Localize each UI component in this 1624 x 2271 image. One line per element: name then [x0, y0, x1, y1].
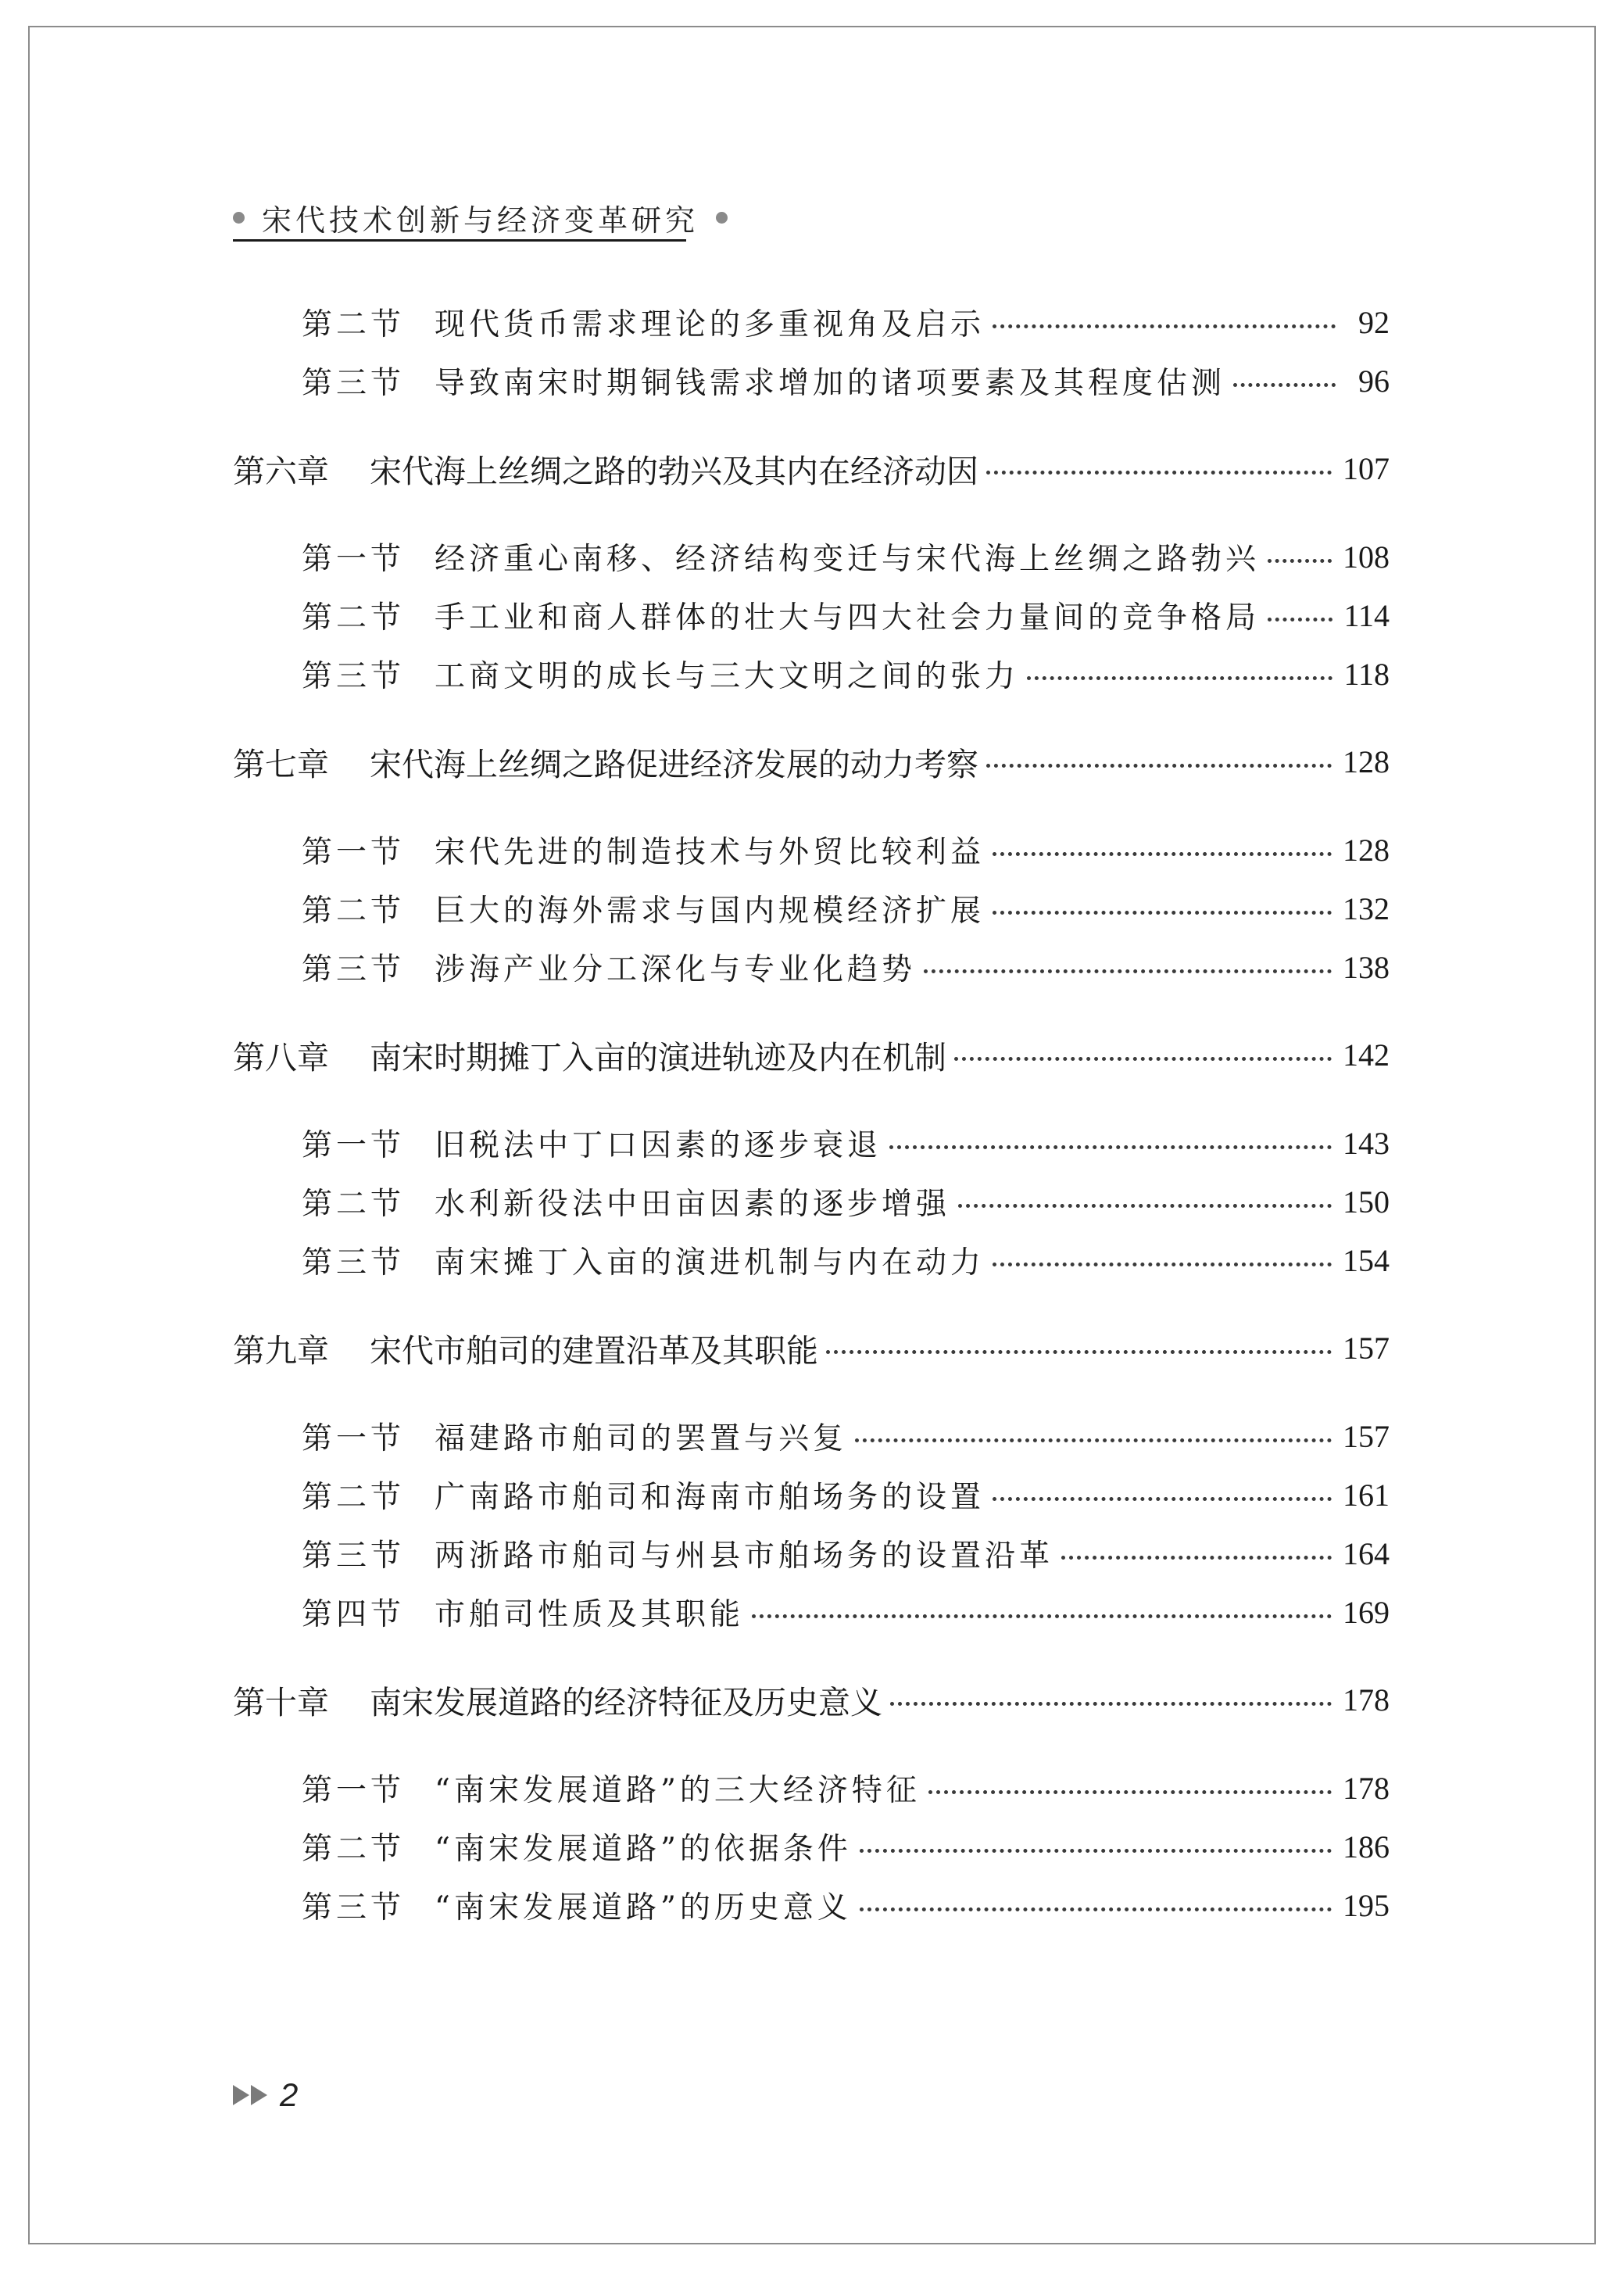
- bullet-dot-icon: [716, 212, 728, 224]
- chapter-number: 第八章: [233, 1038, 329, 1076]
- section-number: 第三节: [302, 1538, 406, 1574]
- section-number: 第一节: [302, 1773, 406, 1808]
- page-number: 143: [1343, 1125, 1390, 1161]
- section-number: 第一节: [302, 1421, 406, 1456]
- toc-section-entry[interactable]: [233, 942, 1390, 992]
- section-number: 第三节: [302, 952, 406, 987]
- chapter-title: 南宋时期摊丁入亩的演进轨迹及内在机制: [370, 1038, 946, 1076]
- dot-leader: [924, 969, 1332, 973]
- toc-section-entry[interactable]: [233, 649, 1390, 699]
- dot-leader: [1027, 676, 1332, 680]
- toc-section-entry[interactable]: [233, 532, 1390, 582]
- section-number: 第二节: [302, 894, 406, 929]
- section-title: 两浙路市舶司与州县市舶场务的设置沿革: [435, 1538, 1054, 1574]
- toc-chapter-entry[interactable]: [233, 443, 1390, 493]
- section-title: 导致南宋时期铜钱需求增加的诸项要素及其程度估测: [435, 366, 1226, 401]
- page-number: 92: [1358, 304, 1390, 340]
- page-number: 161: [1343, 1477, 1390, 1513]
- section-number: 第三节: [302, 1245, 406, 1281]
- dot-leader: [889, 1145, 1332, 1149]
- dot-leader: [826, 1350, 1332, 1354]
- toc-section-entry[interactable]: [233, 1470, 1390, 1520]
- section-title: “南宋发展道路”的依据条件: [435, 1832, 852, 1867]
- toc-section-entry[interactable]: [233, 883, 1390, 933]
- toc-section-entry[interactable]: [233, 825, 1390, 875]
- section-title: 手工业和商人群体的壮大与四大社会力量间的竞争格局: [435, 600, 1261, 636]
- section-number: 第一节: [302, 542, 406, 577]
- dot-leader: [860, 1907, 1332, 1911]
- section-title: 巨大的海外需求与国内规模经济扩展: [435, 894, 985, 929]
- toc-section-entry[interactable]: [233, 1587, 1390, 1637]
- chapter-number: 第七章: [233, 745, 329, 783]
- bullet-dot-icon: [233, 212, 245, 224]
- dot-leader: [860, 1849, 1332, 1853]
- toc-section-entry[interactable]: [233, 1880, 1390, 1930]
- dot-leader: [1268, 559, 1332, 563]
- page-number: 186: [1343, 1829, 1390, 1864]
- dot-leader: [986, 764, 1332, 768]
- section-number: 第二节: [302, 1832, 406, 1867]
- page-number: 114: [1343, 597, 1390, 633]
- page-number: 128: [1343, 832, 1390, 868]
- section-title: “南宋发展道路”的历史意义: [435, 1890, 852, 1925]
- toc-chapter-entry[interactable]: [233, 1323, 1390, 1373]
- chapter-number: 第十章: [233, 1683, 329, 1721]
- chapter-title: 宋代海上丝绸之路促进经济发展的动力考察: [370, 745, 978, 783]
- page-number: 178: [1343, 1682, 1390, 1718]
- section-number: 第二节: [302, 600, 406, 636]
- page-number: 96: [1358, 363, 1390, 399]
- toc-section-entry[interactable]: [233, 1118, 1390, 1168]
- dot-leader: [993, 324, 1336, 328]
- chapter-title: 宋代海上丝绸之路的勃兴及其内在经济动因: [370, 452, 978, 490]
- page-number: 154: [1343, 1242, 1390, 1278]
- footer-page-number: 2: [280, 2076, 299, 2113]
- section-number: 第二节: [302, 1480, 406, 1515]
- toc-section-entry[interactable]: [233, 1235, 1390, 1285]
- header-rule: [233, 239, 686, 242]
- toc-chapter-entry[interactable]: [233, 736, 1390, 786]
- toc-section-entry[interactable]: [233, 1528, 1390, 1578]
- toc-section-entry[interactable]: [233, 1411, 1390, 1461]
- section-number: 第三节: [302, 1890, 406, 1925]
- dot-leader: [855, 1438, 1332, 1442]
- section-title: 宋代先进的制造技术与外贸比较利益: [435, 835, 985, 870]
- section-title: 工商文明的成长与三大文明之间的张力: [435, 659, 1020, 694]
- dot-leader: [1268, 618, 1332, 621]
- toc-chapter-entry[interactable]: [233, 1675, 1390, 1725]
- dot-leader: [928, 1790, 1332, 1794]
- dot-leader: [993, 852, 1332, 856]
- page-number: 142: [1343, 1037, 1390, 1073]
- page-number: 118: [1343, 656, 1390, 692]
- dot-leader: [958, 1204, 1332, 1208]
- toc-section-entry[interactable]: [233, 1763, 1390, 1813]
- section-number: 第三节: [302, 366, 406, 401]
- dot-leader: [752, 1614, 1332, 1618]
- toc-chapter-entry[interactable]: [233, 1030, 1390, 1080]
- section-title: 南宋摊丁入亩的演进机制与内在动力: [435, 1245, 985, 1281]
- dot-leader: [1233, 383, 1336, 387]
- chapter-title: 宋代市舶司的建置沿革及其职能: [370, 1331, 818, 1370]
- section-number: 第四节: [302, 1597, 406, 1632]
- section-title: 市舶司性质及其职能: [435, 1597, 745, 1632]
- dot-leader: [954, 1057, 1332, 1061]
- page-number: 164: [1343, 1535, 1390, 1571]
- section-title: 旧税法中丁口因素的逐步衰退: [435, 1128, 882, 1163]
- section-title: 福建路市舶司的罢置与兴复: [435, 1421, 848, 1456]
- page-number: 128: [1343, 743, 1390, 779]
- page-number: 108: [1343, 539, 1390, 575]
- dot-leader: [993, 911, 1332, 915]
- section-number: 第二节: [302, 1187, 406, 1222]
- dot-leader: [986, 471, 1332, 475]
- chapter-title: 南宋发展道路的经济特征及历史意义: [370, 1683, 882, 1721]
- dot-leader: [993, 1263, 1332, 1266]
- section-number: 第三节: [302, 659, 406, 694]
- toc-section-entry[interactable]: [233, 590, 1390, 640]
- toc-section-entry[interactable]: [233, 297, 1390, 347]
- page-number: 169: [1343, 1594, 1390, 1630]
- dot-leader: [1061, 1556, 1332, 1560]
- section-number: 第一节: [302, 1128, 406, 1163]
- page-number: 138: [1343, 949, 1390, 985]
- dot-leader: [993, 1497, 1332, 1501]
- page-number: 178: [1343, 1770, 1390, 1806]
- page-number: 150: [1343, 1184, 1390, 1220]
- section-number: 第一节: [302, 835, 406, 870]
- page-footer: [233, 2076, 298, 2115]
- page-number: 107: [1343, 450, 1390, 486]
- dot-leader: [890, 1702, 1332, 1706]
- section-title: “南宋发展道路”的三大经济特征: [435, 1773, 921, 1808]
- section-title: 现代货币需求理论的多重视角及启示: [435, 307, 985, 342]
- chapter-number: 第六章: [233, 452, 329, 490]
- section-number: 第二节: [302, 307, 406, 342]
- page-number: 195: [1343, 1887, 1390, 1923]
- page-number: 157: [1343, 1330, 1390, 1366]
- running-header: [233, 194, 728, 241]
- page-number: 132: [1343, 890, 1390, 926]
- toc-section-entry[interactable]: [233, 1177, 1390, 1227]
- chapter-number: 第九章: [233, 1331, 329, 1370]
- section-title: 水利新役法中田亩因素的逐步增强: [435, 1187, 951, 1222]
- toc-section-entry[interactable]: [233, 1821, 1390, 1872]
- toc-section-entry[interactable]: [233, 356, 1390, 406]
- running-title: 宋代技术创新与经济变革研究: [262, 202, 699, 238]
- section-title: 广南路市舶司和海南市舶场务的设置: [435, 1480, 985, 1515]
- section-title: 经济重心南移、经济结构变迁与宋代海上丝绸之路勃兴: [435, 542, 1261, 577]
- double-arrow-icon: [233, 2085, 269, 2105]
- section-title: 涉海产业分工深化与专业化趋势: [435, 952, 917, 987]
- page-number: 157: [1343, 1418, 1390, 1454]
